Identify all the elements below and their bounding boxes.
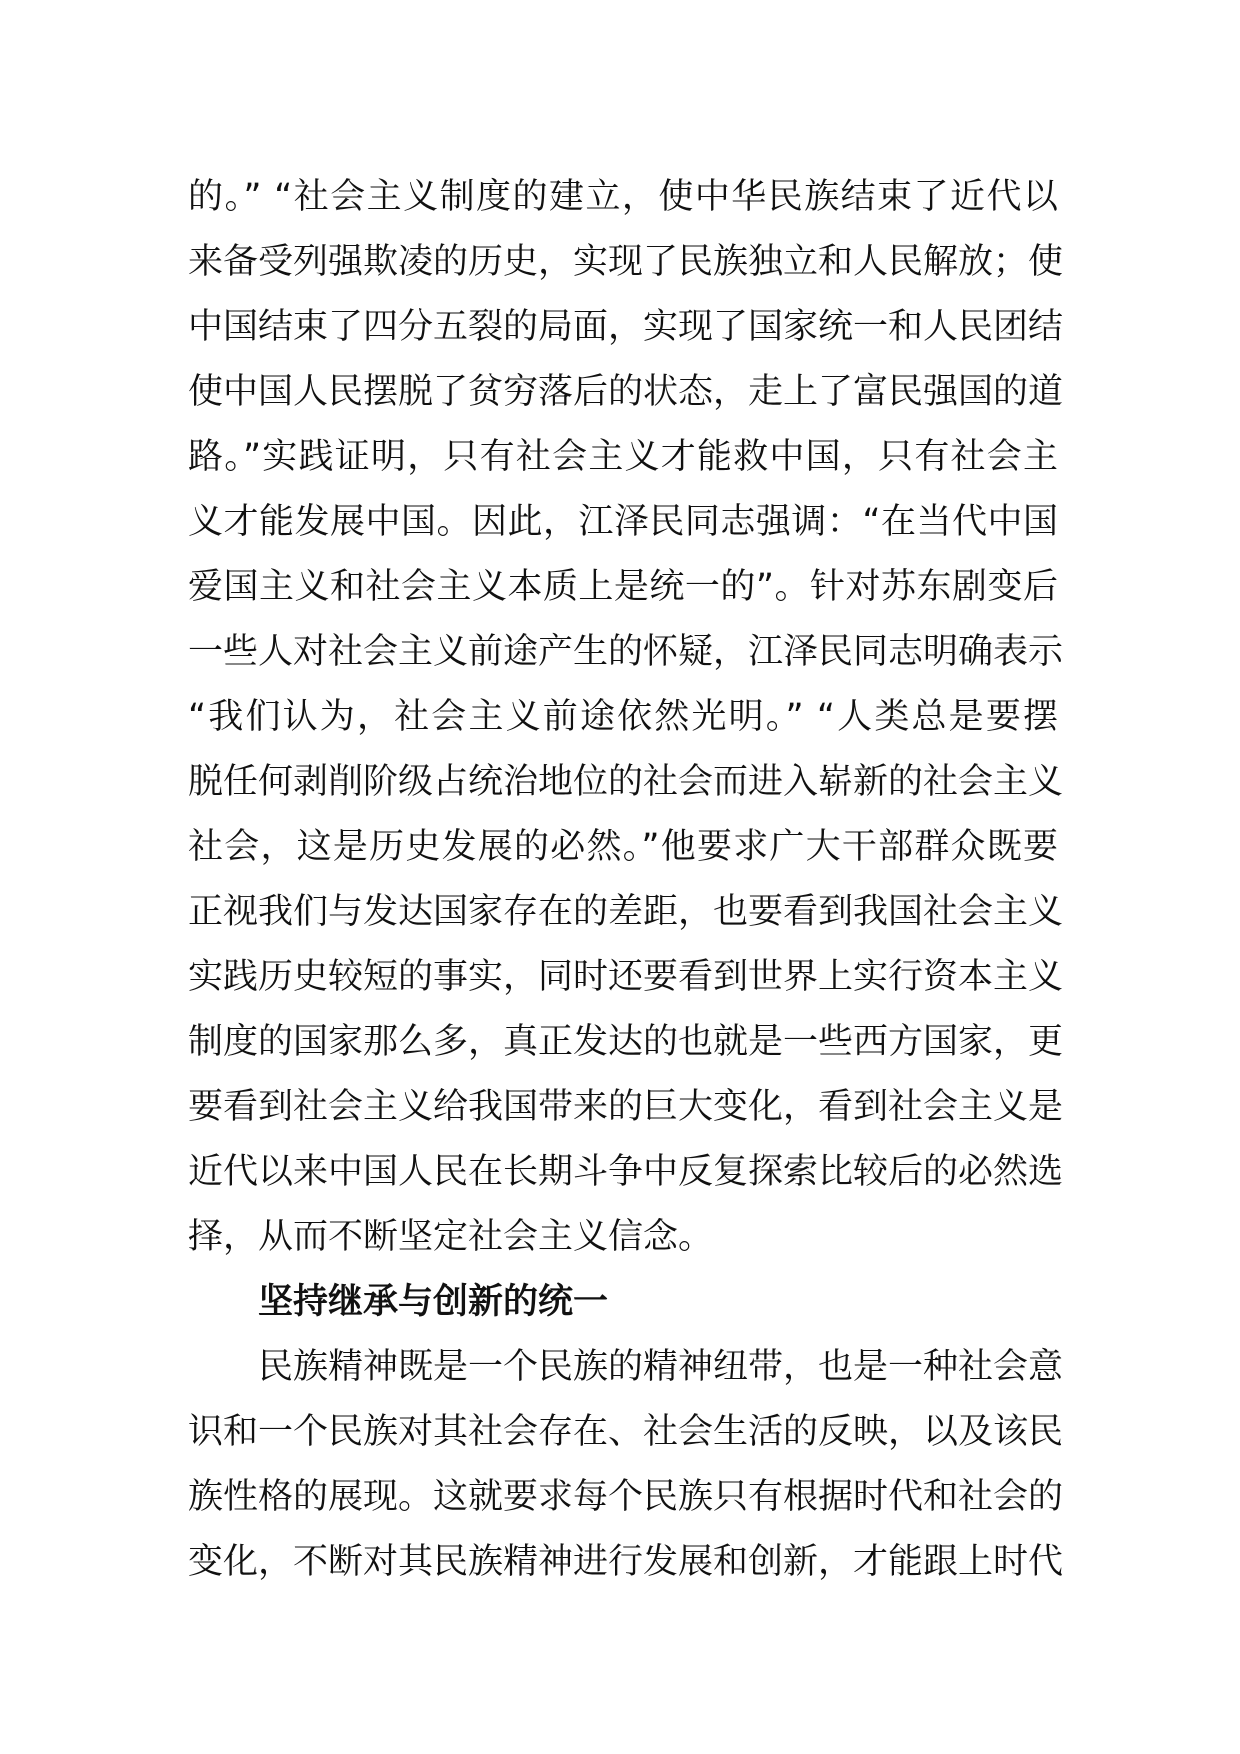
text-line: “我们认为，社会主义前途依然光明。” “人类总是要摆	[188, 697, 1058, 737]
text-line: 一些人对社会主义前途产生的怀疑，江泽民同志明确表示	[188, 632, 1064, 672]
text-line: 爱国主义和社会主义本质上是统一的”。针对苏东剧变后	[188, 567, 1058, 607]
text-line: 路。”实践证明，只有社会主义才能救中国，只有社会主	[188, 437, 1058, 477]
text-line: 要看到社会主义给我国带来的巨大变化，看到社会主义是	[188, 1087, 1064, 1127]
text-line: 正视我们与发达国家存在的差距，也要看到我国社会主义	[188, 892, 1064, 932]
text-line: 义才能发展中国。因此，江泽民同志强调：“在当代中国	[188, 502, 1058, 542]
text-line: 来备受列强欺凌的历史，实现了民族独立和人民解放；使	[188, 242, 1064, 282]
section-heading: 坚持继承与创新的统一	[258, 1282, 609, 1322]
text-line: 中国结束了四分五裂的局面，实现了国家统一和人民团结	[188, 307, 1064, 347]
text-line: 择，从而不断坚定社会主义信念。	[188, 1217, 714, 1257]
text-line: 近代以来中国人民在长期斗争中反复探索比较后的必然选	[188, 1152, 1064, 1192]
document-body	[188, 165, 1064, 1595]
text-line: 识和一个民族对其社会存在、社会生活的反映，以及该民	[188, 1412, 1064, 1452]
text-line: 民族精神既是一个民族的精神纽带，也是一种社会意	[258, 1347, 1064, 1387]
text-line: 社会，这是历史发展的必然。”他要求广大干部群众既要	[188, 827, 1058, 867]
text-line: 制度的国家那么多，真正发达的也就是一些西方国家，更	[188, 1022, 1064, 1062]
text-line: 变化，不断对其民族精神进行发展和创新，才能跟上时代	[188, 1542, 1064, 1582]
text-line: 族性格的展现。这就要求每个民族只有根据时代和社会的	[188, 1477, 1064, 1517]
text-line: 的。” “社会主义制度的建立，使中华民族结束了近代以	[188, 177, 1058, 217]
text-line: 实践历史较短的事实，同时还要看到世界上实行资本主义	[188, 957, 1064, 997]
text-line: 使中国人民摆脱了贫穷落后的状态，走上了富民强国的道	[188, 372, 1064, 412]
text-line: 脱任何剥削阶级占统治地位的社会而进入崭新的社会主义	[188, 762, 1064, 802]
